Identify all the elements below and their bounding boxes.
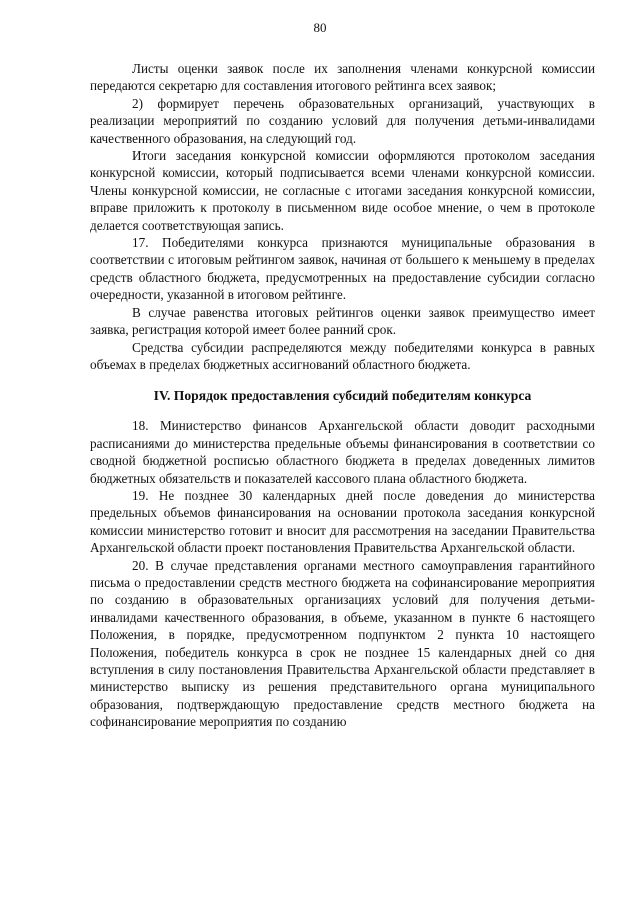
paragraph: 19. Не позднее 30 календарных дней после доведения до министерства предельных объемов финансирования на основании протокола заседания конкурсной комиссии министерство готовит и вносит для рассмотрения на заседании Правительства Архангельской области проект постановления Правительства Архангельской области. [90, 487, 595, 556]
paragraph: Итоги заседания конкурсной комиссии оформляются протоколом заседания конкурсной комиссии, который подписывается всеми членами конкурсной комиссии. Члены конкурсной комиссии, не согласные с итогами заседания конкурсной комиссии, вправе приложить к протоколу в письменном виде особое мнение, о чем в протоколе делается соответствующая запись. [90, 148, 595, 233]
paragraph: 20. В случае представления органами местного самоуправления гарантийного письма о предоставлении средств местного бюджета на софинансирование мероприятия по созданию в образовательных организациях условий для получения детьми-инвалидами качественного образования, в объеме, указанном в пункте 6 настоящего Положения, в порядке, предусмотренном подпунктом 2 пункта 10 настоящего Положения, победитель конкурса в срок не позднее 15 календарных дней со дня вступления в силу постановления Правительства Архангельской области представляет в министерство выписку из решения представительного органа муниципального образования, подтверждающую предоставление средств местного бюджета на софинансирование мероприятия по созданию [90, 557, 595, 730]
page-number: 80 [313, 20, 327, 35]
paragraph: 2) формирует перечень образовательных организаций, участвующих в реализации мероприятий по созданию условий для получения детьми-инвалидами качественного образования, на следующий год. [90, 95, 595, 146]
section-heading: IV. Порядок предоставления субсидий победителям конкурса [153, 388, 532, 404]
paragraph: Листы оценки заявок после их заполнения членами конкурсной комиссии передаются секретарю для составления итогового рейтинга всех заявок; [90, 61, 595, 94]
paragraph: В случае равенства итоговых рейтингов оценки заявок преимущество имеет заявка, регистрация которой имеет более ранний срок. [90, 304, 595, 338]
paragraph: 17. Победителями конкурса признаются муниципальные образования в соответствии с итоговым рейтингом заявок, начиная от большего к меньшему в пределах средств областного бюджета, предусмотренных на предоставление субсидии согласно очередности, указанной в итоговом рейтинге. [90, 235, 595, 303]
paragraph: Средства субсидии распределяются между победителями конкурса в равных объемах в пределах бюджетных ассигнований областного бюджета. [90, 339, 595, 372]
document-body [90, 60, 595, 731]
paragraph: 18. Министерство финансов Архангельской области доводит расходными расписаниями до министерства предельные объемы финансирования в соответствии со сводной бюджетной росписью областного бюджета в пределах доведенных лимитов бюджетных обязательств и показателей кассового плана областного бюджета. [90, 418, 595, 486]
